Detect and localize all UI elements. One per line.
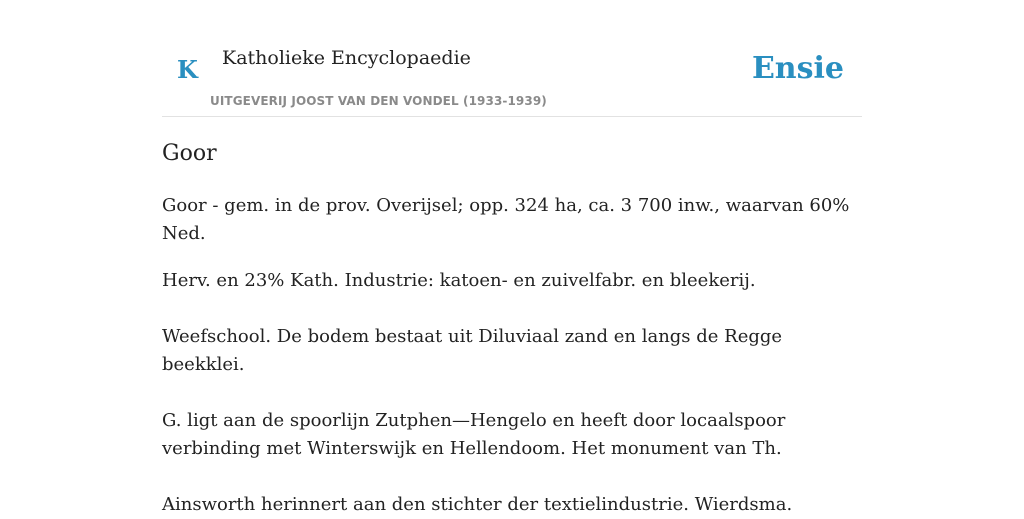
article-paragraph: G. ligt aan de spoorlijn Zutphen—Hengelo en heeft door locaalspoor verbinding met Winterswijk en Hellendoom. Het monument van Th. (162, 410, 786, 459)
article-paragraph: Herv. en 23% Kath. Industrie: katoen- en zuivelfabr. en bleekerij. (162, 270, 756, 291)
article-paragraph: Ainsworth herinnert aan den stichter der textielindustrie. Wierdsma. (162, 494, 793, 515)
encyclopedia-logo-icon[interactable]: K (177, 55, 198, 84)
site-header (162, 0, 862, 117)
article-paragraph: Weefschool. De bodem bestaat uit Diluviaal zand en langs de Regge beekklei. (162, 326, 783, 375)
ensie-logo[interactable]: Ensie (751, 51, 844, 86)
article-body (162, 138, 852, 519)
publisher-label: UITGEVERIJ JOOST VAN DEN VONDEL (1933-1939) (210, 94, 547, 108)
article-title: Goor (162, 141, 217, 166)
article-paragraph: Goor - gem. in de prov. Overijsel; opp. 324 ha, ca. 3 700 inw., waarvan 60% Ned. (162, 195, 850, 244)
encyclopedia-title[interactable]: Katholieke Encyclopaedie (222, 47, 471, 69)
